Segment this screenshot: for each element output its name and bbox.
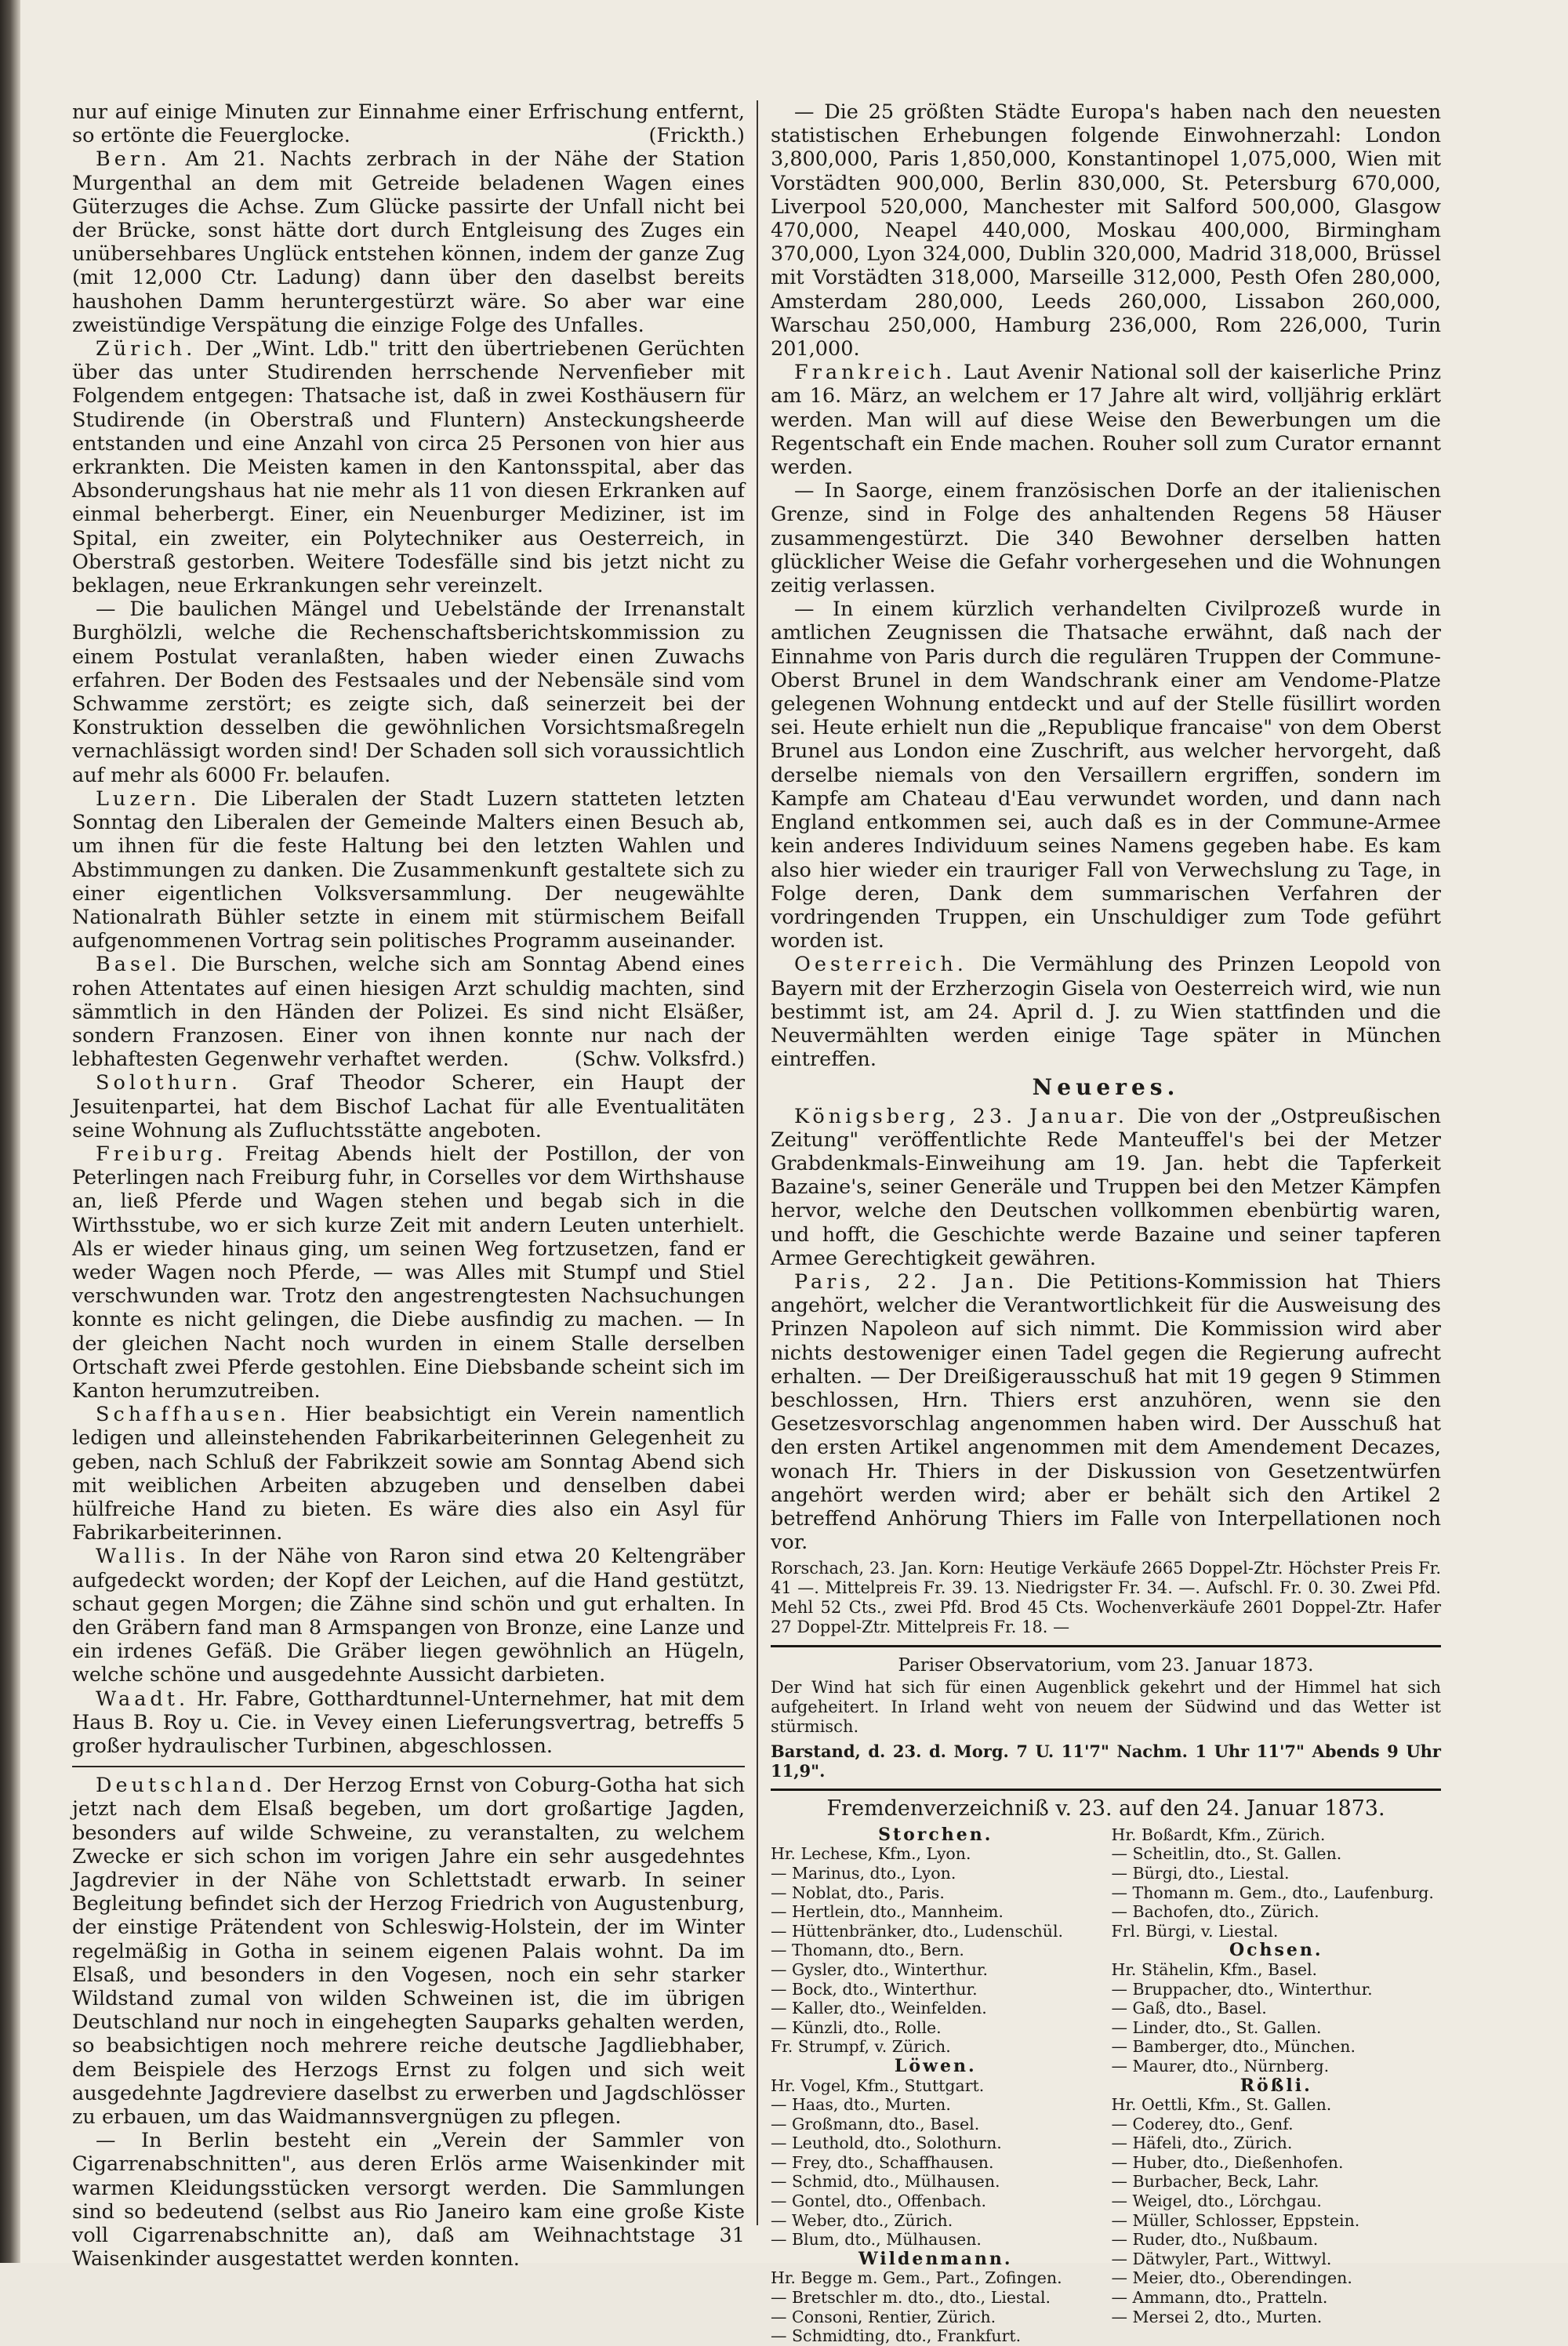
guest-entry: — Thomann m. Gem., dto., Laufenburg. — [1111, 1883, 1434, 1902]
guest-entry: — Bürgi, dto., Liestal. — [1111, 1863, 1290, 1883]
guest-entry: — Bamberger, dto., München. — [1111, 2037, 1356, 2057]
article-text: Die Liberalen der Stadt Luzern statteten letzten Sonntag den Liberalen der Gemeinde Malters einen Besuch ab, um ihnen für die feste Haltung bei den letzten Wahlen und Abstimmungen zu danken. Die Zusammenkunft gestaltete sich zu einer eigentlichen Volksversammlung. Der neugewählte Nationalrath Bühler setzte in einem mit stürmischem Beifall aufgenommenen Vortrag sein politisches Programm auseinander. — [72, 786, 745, 953]
guest-entry: — Maurer, dto., Nürnberg. — [1111, 2056, 1330, 2075]
article-text: Die Burschen, welche sich am Sonntag Abend eines rohen Attentates auf einen hiesigen Arzt schuldig machten, sind sämmtlich in den Händen der Polizei. Es sind nicht Elsäßer, sondern Franzosen. Einer von ihnen konnte nur nach der lebhaftesten Gegenwehr verhaftet werden. — [72, 953, 745, 1072]
guest-entry: — Linder, dto., St. Gallen. — [1111, 2017, 1322, 2037]
article-paragraph — [72, 1071, 745, 1142]
article-paragraph — [72, 337, 745, 597]
article-text: — In Berlin besteht ein „Verein der Sammler von Cigarrenabschnitten", aus deren Erlös arme Waisenkinder mit warmen Kleidungsstücken versorgt werden. Die Sammlungen sind so bedeutend (selbst aus Rio Janeiro kam eine große Kiste voll Cigarrenabschnitte an), daß am Weihnachtstage 31 Waisenkinder ausgestattet werden konnten. — [72, 2129, 745, 2272]
hotel-name: Rößli. — [1240, 2075, 1312, 2096]
guest-entry: — Huber, dto., Dießenhofen. — [1111, 2152, 1344, 2172]
article-dateline: Paris, 22. Jan. — [794, 1269, 1018, 1294]
guest-entry: — Ammann, dto., Pratteln. — [1111, 2288, 1328, 2308]
article-text: Die von der „Ostpreußischen Zeitung" veröffentlichte Rede Manteuffel's bei der Metzer Grabdenkmals-Einweihung am 19. Jan. hebt die Tapferkeit Bazaine's, seiner Generäle und Truppen bei den Metzer Kämpfen hervor, welche den Deutschen vollkommen ebenbürtig waren, und hofft, die Geschichte werde Bazaine und seiner tapferen Armee Gerechtigkeit gewähren. — [771, 1104, 1442, 1270]
section-rule — [72, 1766, 745, 1767]
guest-entry: — Gysler, dto., Winterthur. — [771, 1959, 989, 1979]
register-column-right — [1101, 1825, 1442, 2346]
guest-entry: — Scheitlin, dto., St. Gallen. — [1111, 1844, 1342, 1864]
hotel-name: Storchen. — [878, 1824, 993, 1845]
article-paragraph — [72, 597, 745, 787]
article-text: Die Vermählung des Prinzen Leopold von Bayern mit der Erzherzogin Gisela von Oesterreich wird, wie nun bestimmt ist, am 24. April d. J. zu Wien stattfinden und die Neuvermählten werden einige Tage später in München eintreffen. — [771, 953, 1441, 1072]
article-paragraph — [72, 787, 745, 953]
right-column — [771, 100, 1442, 2346]
article-paragraph — [72, 1403, 745, 1545]
article-dateline: Luzern. — [96, 786, 201, 811]
guest-entry: — Bachofen, dto., Zürich. — [1111, 1902, 1319, 1922]
guest-entry: — Weber, dto., Zürich. — [771, 2210, 953, 2230]
article-dateline: Deutschland. — [96, 1774, 277, 1798]
guest-entry: — Haas, dto., Murten. — [771, 2095, 951, 2115]
guest-entry: — Gontel, dto., Offenbach. — [771, 2192, 987, 2211]
article-paragraph — [771, 597, 1441, 953]
guest-entry: — Consoni, Rentier, Zürich. — [771, 2307, 996, 2326]
guest-entry: Hr. Begge m. Gem., Part., Zofingen. — [771, 2268, 1062, 2288]
article-dateline: Königsberg, 23. Januar. — [794, 1104, 1129, 1128]
guest-entry: Hr. Boßardt, Kfm., Zürich. — [1111, 1825, 1326, 1844]
article-dateline: Waadt. — [96, 1687, 190, 1711]
guest-entry: — Leuthold, dto., Solothurn. — [771, 2134, 1002, 2153]
article-text: Der Herzog Ernst von Coburg-Gotha hat sich jetzt nach dem Elsaß begeben, um dort großartige Jagden, besonders auf wilde Schweine, zu veranstalten, zu welchem Zwecke er sich schon im vorigen Jahre ein sehr ausgedehntes Jagdrevier in der Nähe von Schlettstadt erwarb. In seiner Begleitung befindet sich der Herzog Friedrich von Augustenburg, der einstige Prätendent von Schleswig-Holstein, der im Winter regelmäßig in Gotha in seinem eigenen Palais wohnt. Da im Elsaß, und besonders in den Vogesen, noch ein sehr starker Wildstand zumal von wilden Schweinen ist, die im übrigen Deutschland nur noch in eingehegten Sauparks gehalten werden, so beabsichtigen noch mehrere reiche deutsche Jagdliebhaber, dem Beispiele des Herzogs Ernst zu folgen und sich weit ausgedehnte Jagdreviere daselbst zu erwerben und Jagdschlösser zu erbauen, um das Waidmannsvergnügen zu pflegen. — [72, 1774, 745, 2130]
guest-entry: — Bruppacher, dto., Winterthur. — [1111, 1979, 1373, 1999]
guest-entry: — Kaller, dto., Weinfelden. — [771, 1999, 987, 2018]
guest-entry: — Coderey, dto., Genf. — [1111, 2114, 1294, 2134]
guest-entry: Hr. Stähelin, Kfm., Basel. — [1111, 1959, 1318, 1979]
article-paragraph — [72, 100, 745, 147]
article-dateline: Freiburg. — [96, 1142, 227, 1166]
guest-entry: — Marinus, dto., Lyon. — [771, 1863, 956, 1883]
article-text: — In einem kürzlich verhandelten Civilprozeß wurde in amtlichen Zeugnissen die Thatsache erwähnt, daß nach der Einnahme von Paris durch die regulären Truppen der Commune-Oberst Brunel in dem Wandschrank einer am Vendome-Platze gelegenen Wohnung entdeckt und auf der Stelle füsillirt worden sei. Heute erhielt nun die „Republique francaise" von dem Oberst Brunel aus London eine Zuschrift, aus welcher hervorgeht, daß derselbe niemals von den Versaillern ergriffen, sondern im Kampfe am Chateau d'Eau verwundet worden, und dann nach England entkommen sei, auch daß es in der Commune-Armee kein anderes Individuum seines Namens gegeben habe. Es kam also hier wieder ein trauriger Fall von Verwechslung zu Tage, in Folge deren, Dank dem summarischen Verfahren der vordringenden Truppen, ein Unschuldiger zum Tode geführt worden ist. — [771, 597, 1441, 953]
guest-entry: — Ruder, dto., Nußbaum. — [1111, 2230, 1319, 2250]
article-source: (Frickth.) — [648, 124, 745, 148]
guest-entry: Hr. Lechese, Kfm., Lyon. — [771, 1844, 971, 1864]
article-paragraph — [72, 953, 745, 1071]
article-dateline: Schaffhausen. — [96, 1403, 291, 1427]
article-dateline: Solothurn. — [96, 1071, 242, 1095]
register-title: Fremdenverzeichniß v. 23. auf den 24. Januar 1873. — [826, 1796, 1385, 1821]
guest-entry: — Müller, Schlosser, Eppstein. — [1111, 2210, 1360, 2230]
guest-entry: — Noblat, dto., Paris. — [771, 1883, 945, 1902]
article-text: nur auf einige Minuten zur Einnahme einer Erfrischung entfernt, so ertönte die Feuerglocke. — [72, 100, 745, 148]
article-text: — Die baulichen Mängel und Uebelstände der Irrenanstalt Burghölzli, welche die Rechenschaftsberichtskommission zu einem Postulat veranlaßten, haben wieder einen Zuwachs erfahren. Der Boden des Festsaales und der Nebensäle sind vom Schwamme zerstört; es zeigte sich, daß seinerzeit bei der Konstruktion desselben die gewöhnlichen Vorsichtsmaßregeln vernachlässigt worden sind! Der Schaden soll sich voraussichtlich auf mehr als 6000 Fr. belaufen. — [72, 597, 745, 787]
hotel-name: Ochsen. — [1229, 1940, 1323, 1961]
hotel-name: Wildenmann. — [858, 2248, 1013, 2269]
guest-entry: — Thomann, dto., Bern. — [771, 1941, 964, 1960]
article-text: Der „Wint. Ldb." tritt den übertriebenen Gerüchten über das unter Studirenden herrschende Nervenfieber mit Folgendem entgegen: Thatsache ist, daß in zwei Kosthäusern für Studirende (in Oberstraß und Fluntern) Ansteckungsheerde entstanden und eine Anzahl von circa 25 Personen von hier aus erkrankten. Die Meisten kamen in den Kantonsspital, aber das Absonderungshaus hat nie mehr als 11 von diesen Erkranken auf einmal beherbergt. Einer, ein Neuenburger Mediziner, ist im Spital, ein zweiter, ein Polytechniker aus Oesterreich, in Oberstraß gestorben. Weitere Todesfälle sind bis jetzt nicht zu beklagen, neue Erkrankungen sehr vereinzelt. — [72, 337, 745, 598]
guest-entry: — Dätwyler, Part., Wittwyl. — [1111, 2249, 1332, 2268]
guest-entry: — Großmann, dto., Basel. — [771, 2114, 980, 2134]
guest-entry: — Bretschler m. dto., dto., Liestal. — [771, 2288, 1051, 2308]
guest-entry: — Schmidting, dto., Frankfurt. — [771, 2326, 1022, 2346]
article-text: — In Saorge, einem französischen Dorfe an der italienischen Grenze, sind in Folge des anhaltenden Regens 58 Häuser zusammengestürzt. Die 340 Bewohner derselben hatten glücklicher Weise die Gefahr vorhergesehen und die Wohnungen zeitig verlassen. — [771, 479, 1441, 598]
observatory-text: Der Wind hat sich für einen Augenblick gekehrt und der Himmel hat sich aufgeheitert. In Irland weht von neuem der Südwind und das Wetter ist stürmisch. — [771, 1677, 1441, 1736]
guest-entry: Frl. Bürgi, v. Liestal. — [1111, 1921, 1279, 1941]
article-paragraph — [72, 1545, 745, 1687]
left-column — [72, 100, 746, 2272]
article-text: Hier beabsichtigt ein Verein namentlich ledigen und alleinstehenden Fabrikarbeiterinnen Gelegenheit zu geben, nach Schluß der Fabrikzeit sowie am Sonntag Abend sich mit weiblichen Arbeiten abzugeben und denselben dabei hülfreiche Hand zu bieten. Es wäre dies also ein Asyl für Fabrikarbeiterinnen. — [72, 1403, 746, 1545]
article-dateline: Wallis. — [96, 1545, 190, 1569]
article-paragraph — [771, 361, 1441, 479]
article-text: In der Nähe von Raron sind etwa 20 Keltengräber aufgedeckt worden; der Kopf der Leichen, auf die Hand gestützt, schaut gegen Morgen; die Zähne sind schön und gut erhalten. In den Gräbern fand man 8 Armspangen von Bronze, eine Lanze und ein irdenes Gefäß. Die Gräber liegen gewöhnlich an Hügeln, welche schöne und ausgedehnte Aussicht darbieten. — [72, 1545, 746, 1687]
article-source: (Schw. Volksfrd.) — [574, 1048, 745, 1072]
observatory-title: Pariser Observatorium, vom 23. Januar 1873. — [898, 1655, 1314, 1676]
article-text: Die Petitions-Kommission hat Thiers angehört, welcher die Verantwortlichkeit für die Ausweisung des Prinzen Napoleon auf sich nimmt. Die Kommission wird aber nichts destoweniger einen Tadel gegen die Regierung aufrecht erhalten. — Der Dreißigerausschuß hat mit 19 gegen 9 Stimmen beschlossen, Hrn. Thiers erst anzuhören, wenn sie den Gesetzesvorschlag angenommen haben wird. Der Ausschuß hat den ersten Artikel angenommen mit dem Amendement Decazes, wonach Hr. Thiers in der Diskussion von Gesetzentwürfen angehört werden wird; aber er behält sich den Artikel 2 betreffend Anhörung Thiers im Falle von Interpellationen noch vor. — [771, 1269, 1441, 1555]
article-dateline: Oesterreich. — [794, 953, 967, 977]
article-paragraph — [771, 1105, 1441, 1270]
article-paragraph — [771, 1270, 1441, 1554]
article-dateline: Zürich. — [96, 337, 197, 361]
guest-entry: Hr. Vogel, Kfm., Stuttgart. — [771, 2075, 985, 2095]
hotel-name: Löwen. — [894, 2055, 977, 2076]
article-paragraph — [771, 479, 1441, 597]
register-grid — [771, 1825, 1441, 2346]
article-paragraph — [72, 1142, 745, 1403]
guest-entry: — Bock, dto., Winterthur. — [771, 1979, 978, 1999]
guest-entry: Hr. Oettli, Kfm., St. Gallen. — [1111, 2095, 1332, 2115]
article-paragraph — [72, 147, 745, 337]
column-divider — [757, 100, 758, 2225]
article-dateline: Basel. — [96, 953, 181, 977]
guest-entry: — Künzli, dto., Rolle. — [771, 2017, 942, 2037]
market-report: Rorschach, 23. Jan. Korn: Heutige Verkäufe 2665 Doppel-Ztr. Höchster Preis Fr. 41 —. Mittelpreis Fr. 39. 13. Niedrigster Fr. 34. —. Aufschl. Fr. 0. 30. Zwei Pfd. Mehl 52 Cts., zwei Pfd. Brod 45 Cts. Wochenverkäufe 2601 Doppel-Ztr. Hafer 27 Doppel-Ztr. Mittelpreis Fr. 18. — — [771, 1559, 1441, 1637]
barometer-reading: Barstand, d. 23. d. Morg. 7 U. 11'7" Nachm. 1 Uhr 11'7" Abends 9 Uhr 11,9". — [771, 1741, 1441, 1781]
guest-entry: — Häfeli, dto., Zürich. — [1111, 2134, 1293, 2153]
article-text: Am 21. Nachts zerbrach in der Nähe der Station Murgenthal an dem mit Getreide beladenen Wagen eines Güterzuges die Achse. Zum Glücke passirte der Unfall nicht bei der Brücke, sonst hätte dort durch Entgleisung des Zuges ein unübersehbares Unglück entstehen können, indem der ganze Zug (mit 12,000 Ctr. Ladung) dann über den daselbst bereits haushohen Damm heruntergestürzt wäre. So aber war eine zweistündige Verspätung die einzige Folge des Unfalles. — [72, 147, 745, 337]
article-text: — Die 25 größten Städte Europa's haben nach den neuesten statistischen Erhebungen folgende Einwohnerzahl: London 3,800,000, Paris 1,850,000, Konstantinopel 1,075,000, Wien mit Vorstädten 900,000, Berlin 830,000, St. Petersburg 670,000, Liverpool 520,000, Manchester mit Salford 500,000, Glasgow 470,000, Neapel 440,000, Moskau 400,000, Birmingham 370,000, Lyon 324,000, Dublin 320,000, Madrid 318,000, Brüssel mit Vorstädten 318,000, Marseille 312,000, Pesth Ofen 280,000, Amsterdam 280,000, Leeds 260,000, Lissabon 260,000, Warschau 250,000, Hamburg 236,000, Rom 226,000, Turin 201,000. — [771, 100, 1441, 361]
guest-entry: — Hüttenbränker, dto., Ludenschül. — [771, 1921, 1064, 1941]
article-paragraph — [771, 953, 1441, 1071]
article-paragraph — [72, 1774, 745, 2129]
article-dateline: Frankreich. — [794, 361, 956, 385]
article-paragraph — [72, 2129, 745, 2271]
article-paragraph — [72, 1687, 745, 1759]
article-text: Freitag Abends hielt der Postillon, der von Peterlingen nach Freiburg fuhr, in Corselles vor dem Wirthshause an, ließ Pferde und Wagen stehen und begab sich in die Wirthsstube, wo er sich kurze Zeit mit andern Leuten unterhielt. Als er wieder hinaus ging, um seinen Weg fortzusetzen, fand er weder Wagen noch Pferde, — was Alles mit Stumpf und Stiel verschwunden war. Trotz den angestrengtesten Nachsuchungen konnte es nicht gelingen, die Diebe ausfindig zu machen. — In der gleichen Nacht noch wurden in einem Stalle derselben Ortschaft zwei Pferde gestohlen. Eine Diebsbande scheint sich im Kanton herumzutreiben. — [72, 1142, 745, 1403]
section-heading: Neueres. — [1032, 1074, 1180, 1101]
guest-entry: — Weigel, dto., Lörchgau. — [1111, 2192, 1322, 2211]
register-rule — [771, 1789, 1441, 1791]
guest-entry: Fr. Strumpf, v. Zürich. — [771, 2037, 951, 2057]
right-column-articles — [771, 100, 1441, 1637]
article-dateline: Bern. — [96, 147, 171, 172]
guest-entry: — Mersei 2, dto., Murten. — [1111, 2307, 1323, 2326]
register-column-left — [771, 1825, 1101, 2346]
article-text: Graf Theodor Scherer, ein Haupt der Jesuitenpartei, hat dem Bischof Lachat für alle Eventualitäten seine Wohnung als Zufluchtsstätte angeboten. — [72, 1071, 746, 1142]
guest-entry: — Blum, dto., Mülhausen. — [771, 2230, 982, 2250]
guest-entry: — Meier, dto., Oberendingen. — [1111, 2268, 1352, 2288]
page-binding-edge — [0, 0, 20, 2263]
guest-entry: — Frey, dto., Schaffhausen. — [771, 2152, 994, 2172]
guest-entry: — Schmid, dto., Mülhausen. — [771, 2172, 1000, 2192]
guest-entry: — Hertlein, dto., Mannheim. — [771, 1902, 1004, 1922]
article-paragraph — [771, 100, 1441, 361]
article-text: Laut Avenir National soll der kaiserliche Prinz am 16. März, an welchem er 17 Jahre alt wird, volljährig erklärt werden. Man will auf diese Weise den Bewerbungen um die Regentschaft ein Ende machen. Rouher soll zum Curator ernannt werden. — [771, 361, 1442, 480]
article-text: Hr. Fabre, Gotthardtunnel-Unternehmer, hat mit dem Haus B. Roy u. Cie. in Vevey einen Lieferungsvertrag, betreffs 5 großer hydraulischer Turbinen, abgeschlossen. — [72, 1687, 745, 1759]
observatory-rule — [771, 1645, 1441, 1647]
guest-entry: — Gaß, dto., Basel. — [1111, 1999, 1267, 2018]
guest-entry: — Burbacher, Beck, Lahr. — [1111, 2172, 1319, 2192]
